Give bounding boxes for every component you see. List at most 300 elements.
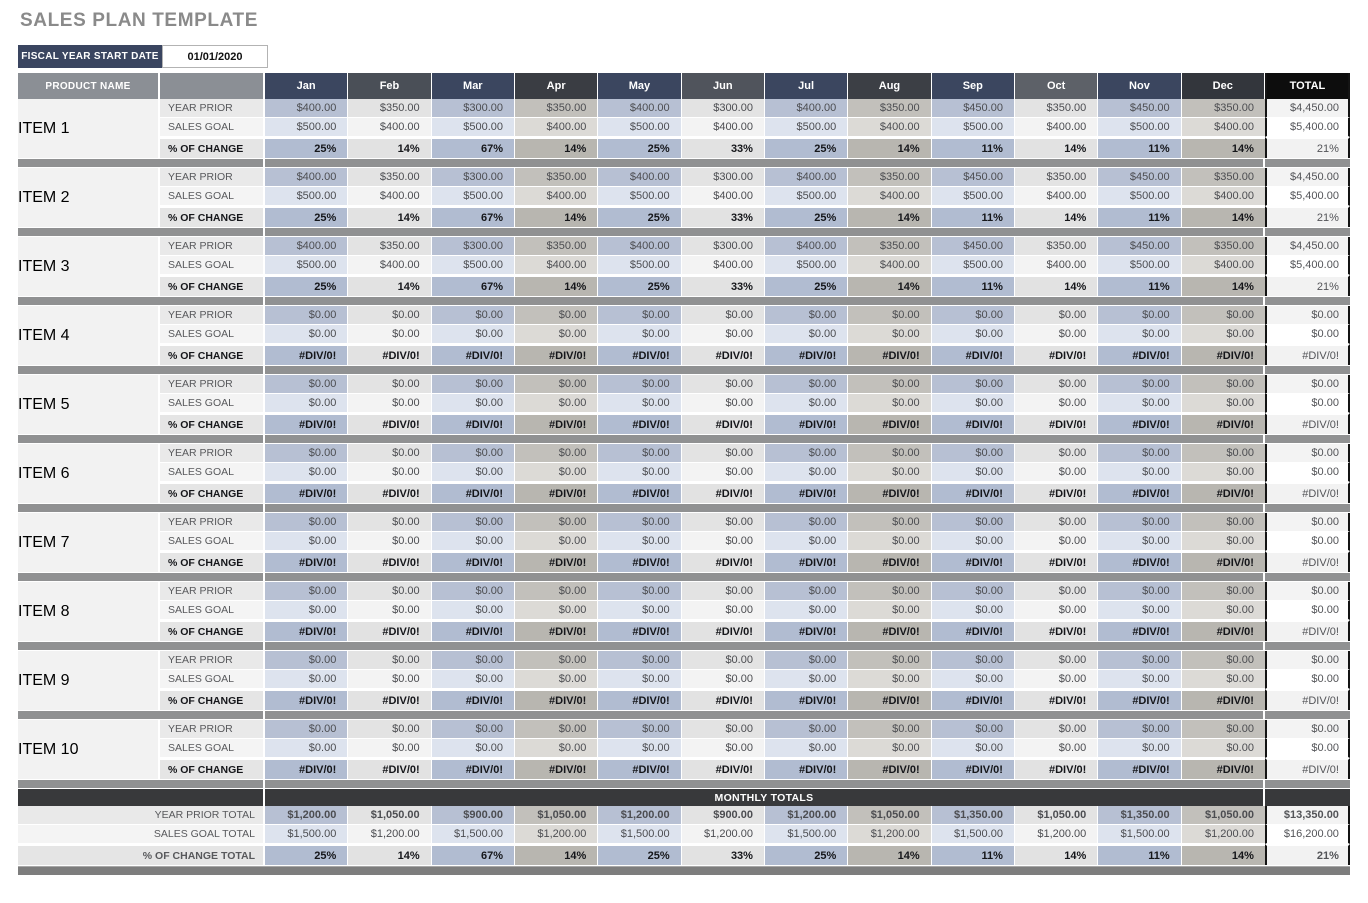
- cell-item-10-pc-nov[interactable]: #DIV/0!: [1098, 758, 1181, 779]
- cell-item-2-yp-mar[interactable]: $300.00: [432, 168, 515, 187]
- cell-item-3-pc-dec[interactable]: 14%: [1182, 275, 1265, 296]
- cell-item-3-sg-total[interactable]: $5,400.00: [1265, 256, 1350, 275]
- cell-item-4-pc-feb[interactable]: #DIV/0!: [348, 344, 431, 365]
- cell-item-1-pc-apr[interactable]: 14%: [515, 137, 598, 158]
- cell-item-2-yp-total[interactable]: $4,450.00: [1265, 168, 1350, 187]
- cell-item-1-pc-jul[interactable]: 25%: [765, 137, 848, 158]
- cell-item-7-pc-may[interactable]: #DIV/0!: [598, 551, 681, 572]
- cell-item-2-sg-oct[interactable]: $400.00: [1015, 187, 1098, 206]
- cell-item-1-pc-oct[interactable]: 14%: [1015, 137, 1098, 158]
- cell-item-1-pc-feb[interactable]: 14%: [348, 137, 431, 158]
- cell-item-5-yp-feb[interactable]: $0.00: [348, 375, 431, 394]
- cell-item-6-pc-oct[interactable]: #DIV/0!: [1015, 482, 1098, 503]
- cell-monthly-total-pc-jan[interactable]: 25%: [265, 844, 348, 865]
- cell-monthly-total-sg-mar[interactable]: $1,500.00: [432, 825, 515, 844]
- cell-item-8-pc-sep[interactable]: #DIV/0!: [932, 620, 1015, 641]
- cell-item-10-pc-jun[interactable]: #DIV/0!: [682, 758, 765, 779]
- cell-item-1-sg-aug[interactable]: $400.00: [848, 118, 931, 137]
- cell-monthly-total-pc-sep[interactable]: 11%: [932, 844, 1015, 865]
- cell-item-8-sg-jun[interactable]: $0.00: [682, 601, 765, 620]
- cell-item-4-pc-sep[interactable]: #DIV/0!: [932, 344, 1015, 365]
- cell-item-3-sg-sep[interactable]: $500.00: [932, 256, 1015, 275]
- cell-item-5-pc-mar[interactable]: #DIV/0!: [432, 413, 515, 434]
- cell-item-8-sg-aug[interactable]: $0.00: [848, 601, 931, 620]
- cell-item-7-yp-jul[interactable]: $0.00: [765, 513, 848, 532]
- cell-item-4-pc-may[interactable]: #DIV/0!: [598, 344, 681, 365]
- cell-item-7-yp-dec[interactable]: $0.00: [1182, 513, 1265, 532]
- cell-item-2-pc-sep[interactable]: 11%: [932, 206, 1015, 227]
- cell-item-6-sg-apr[interactable]: $0.00: [515, 463, 598, 482]
- cell-item-2-pc-dec[interactable]: 14%: [1182, 206, 1265, 227]
- cell-monthly-total-sg-sep[interactable]: $1,500.00: [932, 825, 1015, 844]
- item-name-cell-2[interactable]: [18, 168, 160, 227]
- cell-item-8-yp-sep[interactable]: $0.00: [932, 582, 1015, 601]
- cell-item-9-sg-may[interactable]: $0.00: [598, 670, 681, 689]
- cell-item-8-sg-sep[interactable]: $0.00: [932, 601, 1015, 620]
- cell-item-3-yp-jan[interactable]: $400.00: [265, 237, 348, 256]
- cell-monthly-total-yp-feb[interactable]: $1,050.00: [348, 806, 431, 825]
- cell-item-1-sg-jul[interactable]: $500.00: [765, 118, 848, 137]
- cell-item-3-sg-nov[interactable]: $500.00: [1098, 256, 1181, 275]
- cell-item-7-yp-total[interactable]: $0.00: [1265, 513, 1350, 532]
- cell-monthly-total-pc-may[interactable]: 25%: [598, 844, 681, 865]
- cell-item-10-pc-feb[interactable]: #DIV/0!: [348, 758, 431, 779]
- cell-item-9-sg-total[interactable]: $0.00: [1265, 670, 1350, 689]
- cell-item-9-yp-may[interactable]: $0.00: [598, 651, 681, 670]
- cell-item-1-pc-sep[interactable]: 11%: [932, 137, 1015, 158]
- cell-item-5-pc-jun[interactable]: #DIV/0!: [682, 413, 765, 434]
- cell-item-10-sg-dec[interactable]: $0.00: [1182, 739, 1265, 758]
- cell-item-5-yp-jun[interactable]: $0.00: [682, 375, 765, 394]
- cell-item-1-pc-dec[interactable]: 14%: [1182, 137, 1265, 158]
- cell-item-3-pc-jun[interactable]: 33%: [682, 275, 765, 296]
- cell-monthly-total-yp-aug[interactable]: $1,050.00: [848, 806, 931, 825]
- cell-item-1-yp-mar[interactable]: $300.00: [432, 99, 515, 118]
- cell-item-1-yp-may[interactable]: $400.00: [598, 99, 681, 118]
- cell-item-4-pc-mar[interactable]: #DIV/0!: [432, 344, 515, 365]
- cell-item-6-yp-feb[interactable]: $0.00: [348, 444, 431, 463]
- cell-item-7-pc-total[interactable]: #DIV/0!: [1265, 551, 1350, 572]
- cell-item-5-yp-total[interactable]: $0.00: [1265, 375, 1350, 394]
- cell-monthly-total-yp-mar[interactable]: $900.00: [432, 806, 515, 825]
- cell-monthly-total-yp-oct[interactable]: $1,050.00: [1015, 806, 1098, 825]
- cell-item-5-sg-sep[interactable]: $0.00: [932, 394, 1015, 413]
- cell-item-3-yp-feb[interactable]: $350.00: [348, 237, 431, 256]
- cell-item-3-pc-jul[interactable]: 25%: [765, 275, 848, 296]
- cell-item-4-yp-may[interactable]: $0.00: [598, 306, 681, 325]
- cell-monthly-total-pc-feb[interactable]: 14%: [348, 844, 431, 865]
- cell-item-6-pc-feb[interactable]: #DIV/0!: [348, 482, 431, 503]
- cell-item-9-yp-jun[interactable]: $0.00: [682, 651, 765, 670]
- cell-item-10-sg-feb[interactable]: $0.00: [348, 739, 431, 758]
- cell-item-3-pc-jan[interactable]: 25%: [265, 275, 348, 296]
- cell-item-7-pc-aug[interactable]: #DIV/0!: [848, 551, 931, 572]
- cell-item-3-pc-sep[interactable]: 11%: [932, 275, 1015, 296]
- cell-item-7-pc-sep[interactable]: #DIV/0!: [932, 551, 1015, 572]
- cell-item-4-sg-jul[interactable]: $0.00: [765, 325, 848, 344]
- cell-item-8-yp-total[interactable]: $0.00: [1265, 582, 1350, 601]
- cell-monthly-total-yp-may[interactable]: $1,200.00: [598, 806, 681, 825]
- cell-item-5-sg-jan[interactable]: $0.00: [265, 394, 348, 413]
- cell-item-4-sg-apr[interactable]: $0.00: [515, 325, 598, 344]
- cell-item-7-yp-oct[interactable]: $0.00: [1015, 513, 1098, 532]
- cell-item-3-sg-jan[interactable]: $500.00: [265, 256, 348, 275]
- cell-item-9-yp-mar[interactable]: $0.00: [432, 651, 515, 670]
- cell-monthly-total-yp-nov[interactable]: $1,350.00: [1098, 806, 1181, 825]
- cell-item-4-sg-may[interactable]: $0.00: [598, 325, 681, 344]
- cell-item-3-sg-aug[interactable]: $400.00: [848, 256, 931, 275]
- cell-monthly-total-sg-feb[interactable]: $1,200.00: [348, 825, 431, 844]
- cell-item-10-sg-mar[interactable]: $0.00: [432, 739, 515, 758]
- cell-item-8-pc-aug[interactable]: #DIV/0!: [848, 620, 931, 641]
- cell-item-7-yp-aug[interactable]: $0.00: [848, 513, 931, 532]
- cell-item-7-sg-jun[interactable]: $0.00: [682, 532, 765, 551]
- cell-item-4-sg-mar[interactable]: $0.00: [432, 325, 515, 344]
- cell-item-4-pc-apr[interactable]: #DIV/0!: [515, 344, 598, 365]
- cell-item-1-yp-oct[interactable]: $350.00: [1015, 99, 1098, 118]
- cell-item-10-yp-total[interactable]: $0.00: [1265, 720, 1350, 739]
- cell-item-8-pc-dec[interactable]: #DIV/0!: [1182, 620, 1265, 641]
- cell-item-10-sg-sep[interactable]: $0.00: [932, 739, 1015, 758]
- cell-item-1-pc-nov[interactable]: 11%: [1098, 137, 1181, 158]
- cell-item-2-sg-jan[interactable]: $500.00: [265, 187, 348, 206]
- cell-item-8-yp-jan[interactable]: $0.00: [265, 582, 348, 601]
- cell-item-3-sg-jun[interactable]: $400.00: [682, 256, 765, 275]
- cell-item-9-sg-jan[interactable]: $0.00: [265, 670, 348, 689]
- cell-item-4-pc-total[interactable]: #DIV/0!: [1265, 344, 1350, 365]
- cell-item-9-yp-jan[interactable]: $0.00: [265, 651, 348, 670]
- cell-item-9-pc-nov[interactable]: #DIV/0!: [1098, 689, 1181, 710]
- cell-item-3-pc-feb[interactable]: 14%: [348, 275, 431, 296]
- cell-item-1-sg-total[interactable]: $5,400.00: [1265, 118, 1350, 137]
- item-name-cell-8[interactable]: [18, 582, 160, 641]
- cell-item-5-yp-aug[interactable]: $0.00: [848, 375, 931, 394]
- cell-item-5-sg-apr[interactable]: $0.00: [515, 394, 598, 413]
- cell-item-10-sg-may[interactable]: $0.00: [598, 739, 681, 758]
- cell-item-5-sg-aug[interactable]: $0.00: [848, 394, 931, 413]
- cell-item-5-yp-may[interactable]: $0.00: [598, 375, 681, 394]
- cell-item-8-yp-jul[interactable]: $0.00: [765, 582, 848, 601]
- cell-item-8-pc-jan[interactable]: #DIV/0!: [265, 620, 348, 641]
- cell-item-7-sg-may[interactable]: $0.00: [598, 532, 681, 551]
- cell-item-1-pc-aug[interactable]: 14%: [848, 137, 931, 158]
- cell-item-9-pc-dec[interactable]: #DIV/0!: [1182, 689, 1265, 710]
- cell-item-3-pc-mar[interactable]: 67%: [432, 275, 515, 296]
- cell-item-1-sg-oct[interactable]: $400.00: [1015, 118, 1098, 137]
- cell-item-6-yp-oct[interactable]: $0.00: [1015, 444, 1098, 463]
- cell-monthly-total-pc-jul[interactable]: 25%: [765, 844, 848, 865]
- cell-item-3-yp-dec[interactable]: $350.00: [1182, 237, 1265, 256]
- cell-item-5-pc-apr[interactable]: #DIV/0!: [515, 413, 598, 434]
- cell-item-6-pc-jun[interactable]: #DIV/0!: [682, 482, 765, 503]
- cell-item-1-sg-apr[interactable]: $400.00: [515, 118, 598, 137]
- cell-item-9-pc-jul[interactable]: #DIV/0!: [765, 689, 848, 710]
- cell-item-5-sg-mar[interactable]: $0.00: [432, 394, 515, 413]
- item-name-cell-7[interactable]: [18, 513, 160, 572]
- cell-item-5-pc-sep[interactable]: #DIV/0!: [932, 413, 1015, 434]
- cell-item-9-yp-total[interactable]: $0.00: [1265, 651, 1350, 670]
- cell-monthly-total-sg-jan[interactable]: $1,500.00: [265, 825, 348, 844]
- cell-item-10-pc-jul[interactable]: #DIV/0!: [765, 758, 848, 779]
- cell-item-2-yp-may[interactable]: $400.00: [598, 168, 681, 187]
- cell-item-2-pc-jan[interactable]: 25%: [265, 206, 348, 227]
- cell-item-4-pc-oct[interactable]: #DIV/0!: [1015, 344, 1098, 365]
- cell-item-2-sg-aug[interactable]: $400.00: [848, 187, 931, 206]
- cell-item-1-sg-feb[interactable]: $400.00: [348, 118, 431, 137]
- cell-item-2-sg-sep[interactable]: $500.00: [932, 187, 1015, 206]
- cell-item-1-pc-jun[interactable]: 33%: [682, 137, 765, 158]
- cell-item-10-yp-apr[interactable]: $0.00: [515, 720, 598, 739]
- cell-item-4-sg-total[interactable]: $0.00: [1265, 325, 1350, 344]
- cell-item-3-sg-feb[interactable]: $400.00: [348, 256, 431, 275]
- cell-item-10-yp-dec[interactable]: $0.00: [1182, 720, 1265, 739]
- cell-monthly-total-yp-dec[interactable]: $1,050.00: [1182, 806, 1265, 825]
- cell-item-3-pc-apr[interactable]: 14%: [515, 275, 598, 296]
- cell-item-7-sg-aug[interactable]: $0.00: [848, 532, 931, 551]
- cell-item-9-sg-jun[interactable]: $0.00: [682, 670, 765, 689]
- cell-monthly-total-sg-dec[interactable]: $1,200.00: [1182, 825, 1265, 844]
- cell-item-3-yp-mar[interactable]: $300.00: [432, 237, 515, 256]
- cell-item-2-pc-jul[interactable]: 25%: [765, 206, 848, 227]
- cell-item-1-yp-sep[interactable]: $450.00: [932, 99, 1015, 118]
- cell-item-8-sg-apr[interactable]: $0.00: [515, 601, 598, 620]
- cell-item-6-sg-dec[interactable]: $0.00: [1182, 463, 1265, 482]
- item-name-cell-4[interactable]: [18, 306, 160, 365]
- cell-item-7-sg-jul[interactable]: $0.00: [765, 532, 848, 551]
- cell-item-4-yp-total[interactable]: $0.00: [1265, 306, 1350, 325]
- cell-item-10-yp-sep[interactable]: $0.00: [932, 720, 1015, 739]
- cell-item-6-pc-dec[interactable]: #DIV/0!: [1182, 482, 1265, 503]
- cell-item-10-sg-jul[interactable]: $0.00: [765, 739, 848, 758]
- cell-item-8-yp-jun[interactable]: $0.00: [682, 582, 765, 601]
- cell-item-4-yp-jul[interactable]: $0.00: [765, 306, 848, 325]
- cell-item-8-pc-jul[interactable]: #DIV/0!: [765, 620, 848, 641]
- cell-item-5-yp-oct[interactable]: $0.00: [1015, 375, 1098, 394]
- cell-item-6-sg-jun[interactable]: $0.00: [682, 463, 765, 482]
- cell-item-4-yp-mar[interactable]: $0.00: [432, 306, 515, 325]
- cell-item-7-sg-dec[interactable]: $0.00: [1182, 532, 1265, 551]
- cell-item-7-sg-nov[interactable]: $0.00: [1098, 532, 1181, 551]
- cell-item-9-sg-oct[interactable]: $0.00: [1015, 670, 1098, 689]
- cell-item-9-pc-jun[interactable]: #DIV/0!: [682, 689, 765, 710]
- cell-item-8-pc-feb[interactable]: #DIV/0!: [348, 620, 431, 641]
- cell-item-8-sg-mar[interactable]: $0.00: [432, 601, 515, 620]
- cell-item-9-pc-feb[interactable]: #DIV/0!: [348, 689, 431, 710]
- item-name-cell-3[interactable]: [18, 237, 160, 296]
- cell-item-5-yp-sep[interactable]: $0.00: [932, 375, 1015, 394]
- cell-item-3-sg-oct[interactable]: $400.00: [1015, 256, 1098, 275]
- cell-item-6-pc-mar[interactable]: #DIV/0!: [432, 482, 515, 503]
- cell-item-2-yp-nov[interactable]: $450.00: [1098, 168, 1181, 187]
- cell-item-10-sg-apr[interactable]: $0.00: [515, 739, 598, 758]
- cell-item-5-sg-may[interactable]: $0.00: [598, 394, 681, 413]
- item-name-cell-9[interactable]: [18, 651, 160, 710]
- cell-item-10-sg-jan[interactable]: $0.00: [265, 739, 348, 758]
- cell-item-7-sg-jan[interactable]: $0.00: [265, 532, 348, 551]
- cell-item-2-yp-jan[interactable]: $400.00: [265, 168, 348, 187]
- cell-item-2-yp-jul[interactable]: $400.00: [765, 168, 848, 187]
- item-name-cell-5[interactable]: [18, 375, 160, 434]
- cell-item-10-pc-oct[interactable]: #DIV/0!: [1015, 758, 1098, 779]
- cell-item-8-yp-may[interactable]: $0.00: [598, 582, 681, 601]
- cell-item-6-pc-aug[interactable]: #DIV/0!: [848, 482, 931, 503]
- cell-item-7-pc-nov[interactable]: #DIV/0!: [1098, 551, 1181, 572]
- cell-monthly-total-sg-jul[interactable]: $1,500.00: [765, 825, 848, 844]
- cell-item-3-pc-may[interactable]: 25%: [598, 275, 681, 296]
- cell-item-2-pc-may[interactable]: 25%: [598, 206, 681, 227]
- cell-item-1-pc-mar[interactable]: 67%: [432, 137, 515, 158]
- cell-item-2-sg-jul[interactable]: $500.00: [765, 187, 848, 206]
- cell-item-3-yp-nov[interactable]: $450.00: [1098, 237, 1181, 256]
- cell-item-6-pc-jan[interactable]: #DIV/0!: [265, 482, 348, 503]
- cell-item-1-yp-feb[interactable]: $350.00: [348, 99, 431, 118]
- cell-item-1-sg-nov[interactable]: $500.00: [1098, 118, 1181, 137]
- cell-item-10-pc-jan[interactable]: #DIV/0!: [265, 758, 348, 779]
- cell-item-7-sg-apr[interactable]: $0.00: [515, 532, 598, 551]
- cell-item-10-sg-total[interactable]: $0.00: [1265, 739, 1350, 758]
- cell-monthly-total-pc-jun[interactable]: 33%: [682, 844, 765, 865]
- cell-item-2-sg-nov[interactable]: $500.00: [1098, 187, 1181, 206]
- cell-item-7-yp-sep[interactable]: $0.00: [932, 513, 1015, 532]
- cell-item-8-pc-mar[interactable]: #DIV/0!: [432, 620, 515, 641]
- cell-item-7-pc-dec[interactable]: #DIV/0!: [1182, 551, 1265, 572]
- cell-item-9-pc-total[interactable]: #DIV/0!: [1265, 689, 1350, 710]
- cell-item-2-sg-jun[interactable]: $400.00: [682, 187, 765, 206]
- cell-item-4-sg-oct[interactable]: $0.00: [1015, 325, 1098, 344]
- cell-item-3-yp-may[interactable]: $400.00: [598, 237, 681, 256]
- cell-item-4-yp-feb[interactable]: $0.00: [348, 306, 431, 325]
- cell-item-4-yp-apr[interactable]: $0.00: [515, 306, 598, 325]
- cell-item-6-yp-sep[interactable]: $0.00: [932, 444, 1015, 463]
- cell-item-9-sg-sep[interactable]: $0.00: [932, 670, 1015, 689]
- cell-item-8-sg-dec[interactable]: $0.00: [1182, 601, 1265, 620]
- cell-item-2-yp-jun[interactable]: $300.00: [682, 168, 765, 187]
- cell-item-9-yp-oct[interactable]: $0.00: [1015, 651, 1098, 670]
- cell-item-2-yp-aug[interactable]: $350.00: [848, 168, 931, 187]
- cell-item-5-sg-jun[interactable]: $0.00: [682, 394, 765, 413]
- cell-item-3-sg-jul[interactable]: $500.00: [765, 256, 848, 275]
- cell-item-2-pc-jun[interactable]: 33%: [682, 206, 765, 227]
- cell-item-8-sg-feb[interactable]: $0.00: [348, 601, 431, 620]
- cell-item-10-yp-jan[interactable]: $0.00: [265, 720, 348, 739]
- cell-item-9-pc-sep[interactable]: #DIV/0!: [932, 689, 1015, 710]
- cell-item-4-yp-oct[interactable]: $0.00: [1015, 306, 1098, 325]
- cell-item-7-pc-jul[interactable]: #DIV/0!: [765, 551, 848, 572]
- cell-item-9-sg-apr[interactable]: $0.00: [515, 670, 598, 689]
- cell-item-7-pc-apr[interactable]: #DIV/0!: [515, 551, 598, 572]
- cell-item-9-sg-feb[interactable]: $0.00: [348, 670, 431, 689]
- cell-monthly-total-sg-jun[interactable]: $1,200.00: [682, 825, 765, 844]
- cell-item-3-yp-apr[interactable]: $350.00: [515, 237, 598, 256]
- cell-monthly-total-yp-sep[interactable]: $1,350.00: [932, 806, 1015, 825]
- cell-item-10-pc-apr[interactable]: #DIV/0!: [515, 758, 598, 779]
- cell-item-7-sg-total[interactable]: $0.00: [1265, 532, 1350, 551]
- cell-item-1-sg-jun[interactable]: $400.00: [682, 118, 765, 137]
- cell-item-3-sg-mar[interactable]: $500.00: [432, 256, 515, 275]
- cell-item-6-pc-apr[interactable]: #DIV/0!: [515, 482, 598, 503]
- cell-item-8-yp-oct[interactable]: $0.00: [1015, 582, 1098, 601]
- cell-item-5-yp-jul[interactable]: $0.00: [765, 375, 848, 394]
- cell-item-7-pc-feb[interactable]: #DIV/0!: [348, 551, 431, 572]
- cell-monthly-total-yp-apr[interactable]: $1,050.00: [515, 806, 598, 825]
- cell-item-6-yp-total[interactable]: $0.00: [1265, 444, 1350, 463]
- cell-item-2-sg-dec[interactable]: $400.00: [1182, 187, 1265, 206]
- cell-item-7-sg-feb[interactable]: $0.00: [348, 532, 431, 551]
- cell-item-6-pc-sep[interactable]: #DIV/0!: [932, 482, 1015, 503]
- cell-item-2-sg-mar[interactable]: $500.00: [432, 187, 515, 206]
- cell-item-4-yp-dec[interactable]: $0.00: [1182, 306, 1265, 325]
- cell-item-6-sg-jan[interactable]: $0.00: [265, 463, 348, 482]
- cell-item-9-pc-aug[interactable]: #DIV/0!: [848, 689, 931, 710]
- cell-item-10-sg-oct[interactable]: $0.00: [1015, 739, 1098, 758]
- cell-item-2-yp-apr[interactable]: $350.00: [515, 168, 598, 187]
- cell-item-10-yp-mar[interactable]: $0.00: [432, 720, 515, 739]
- item-name-cell-6[interactable]: [18, 444, 160, 503]
- cell-item-10-pc-aug[interactable]: #DIV/0!: [848, 758, 931, 779]
- cell-item-7-yp-feb[interactable]: $0.00: [348, 513, 431, 532]
- cell-item-6-sg-feb[interactable]: $0.00: [348, 463, 431, 482]
- cell-item-5-pc-dec[interactable]: #DIV/0!: [1182, 413, 1265, 434]
- cell-item-4-pc-jan[interactable]: #DIV/0!: [265, 344, 348, 365]
- cell-item-1-sg-dec[interactable]: $400.00: [1182, 118, 1265, 137]
- cell-item-9-yp-apr[interactable]: $0.00: [515, 651, 598, 670]
- cell-item-6-yp-aug[interactable]: $0.00: [848, 444, 931, 463]
- cell-item-8-pc-oct[interactable]: #DIV/0!: [1015, 620, 1098, 641]
- cell-item-6-pc-nov[interactable]: #DIV/0!: [1098, 482, 1181, 503]
- cell-item-2-pc-nov[interactable]: 11%: [1098, 206, 1181, 227]
- cell-item-6-sg-total[interactable]: $0.00: [1265, 463, 1350, 482]
- cell-monthly-total-sg-aug[interactable]: $1,200.00: [848, 825, 931, 844]
- cell-item-9-sg-jul[interactable]: $0.00: [765, 670, 848, 689]
- cell-item-4-pc-jun[interactable]: #DIV/0!: [682, 344, 765, 365]
- cell-item-4-sg-dec[interactable]: $0.00: [1182, 325, 1265, 344]
- cell-item-2-sg-apr[interactable]: $400.00: [515, 187, 598, 206]
- cell-item-3-sg-may[interactable]: $500.00: [598, 256, 681, 275]
- cell-item-1-yp-total[interactable]: $4,450.00: [1265, 99, 1350, 118]
- cell-item-2-yp-feb[interactable]: $350.00: [348, 168, 431, 187]
- cell-item-5-pc-total[interactable]: #DIV/0!: [1265, 413, 1350, 434]
- fiscal-year-start-date-value[interactable]: 01/01/2020: [162, 45, 268, 68]
- item-name-cell-1[interactable]: [18, 99, 160, 158]
- cell-item-10-pc-dec[interactable]: #DIV/0!: [1182, 758, 1265, 779]
- cell-monthly-total-yp-total[interactable]: $13,350.00: [1265, 806, 1350, 825]
- cell-item-4-sg-nov[interactable]: $0.00: [1098, 325, 1181, 344]
- cell-item-4-yp-aug[interactable]: $0.00: [848, 306, 931, 325]
- cell-item-3-pc-aug[interactable]: 14%: [848, 275, 931, 296]
- cell-item-10-sg-aug[interactable]: $0.00: [848, 739, 931, 758]
- cell-item-8-sg-total[interactable]: $0.00: [1265, 601, 1350, 620]
- cell-monthly-total-sg-may[interactable]: $1,500.00: [598, 825, 681, 844]
- cell-item-4-sg-aug[interactable]: $0.00: [848, 325, 931, 344]
- cell-item-9-yp-jul[interactable]: $0.00: [765, 651, 848, 670]
- cell-item-9-pc-oct[interactable]: #DIV/0!: [1015, 689, 1098, 710]
- cell-item-4-pc-nov[interactable]: #DIV/0!: [1098, 344, 1181, 365]
- cell-item-3-pc-total[interactable]: 21%: [1265, 275, 1350, 296]
- cell-item-6-yp-dec[interactable]: $0.00: [1182, 444, 1265, 463]
- cell-item-5-pc-nov[interactable]: #DIV/0!: [1098, 413, 1181, 434]
- cell-item-2-yp-dec[interactable]: $350.00: [1182, 168, 1265, 187]
- cell-item-2-pc-mar[interactable]: 67%: [432, 206, 515, 227]
- cell-item-6-sg-oct[interactable]: $0.00: [1015, 463, 1098, 482]
- cell-item-2-pc-apr[interactable]: 14%: [515, 206, 598, 227]
- cell-item-6-sg-aug[interactable]: $0.00: [848, 463, 931, 482]
- cell-item-3-pc-nov[interactable]: 11%: [1098, 275, 1181, 296]
- cell-item-8-yp-dec[interactable]: $0.00: [1182, 582, 1265, 601]
- cell-item-5-sg-nov[interactable]: $0.00: [1098, 394, 1181, 413]
- cell-item-5-pc-feb[interactable]: #DIV/0!: [348, 413, 431, 434]
- cell-item-8-sg-nov[interactable]: $0.00: [1098, 601, 1181, 620]
- cell-item-9-yp-dec[interactable]: $0.00: [1182, 651, 1265, 670]
